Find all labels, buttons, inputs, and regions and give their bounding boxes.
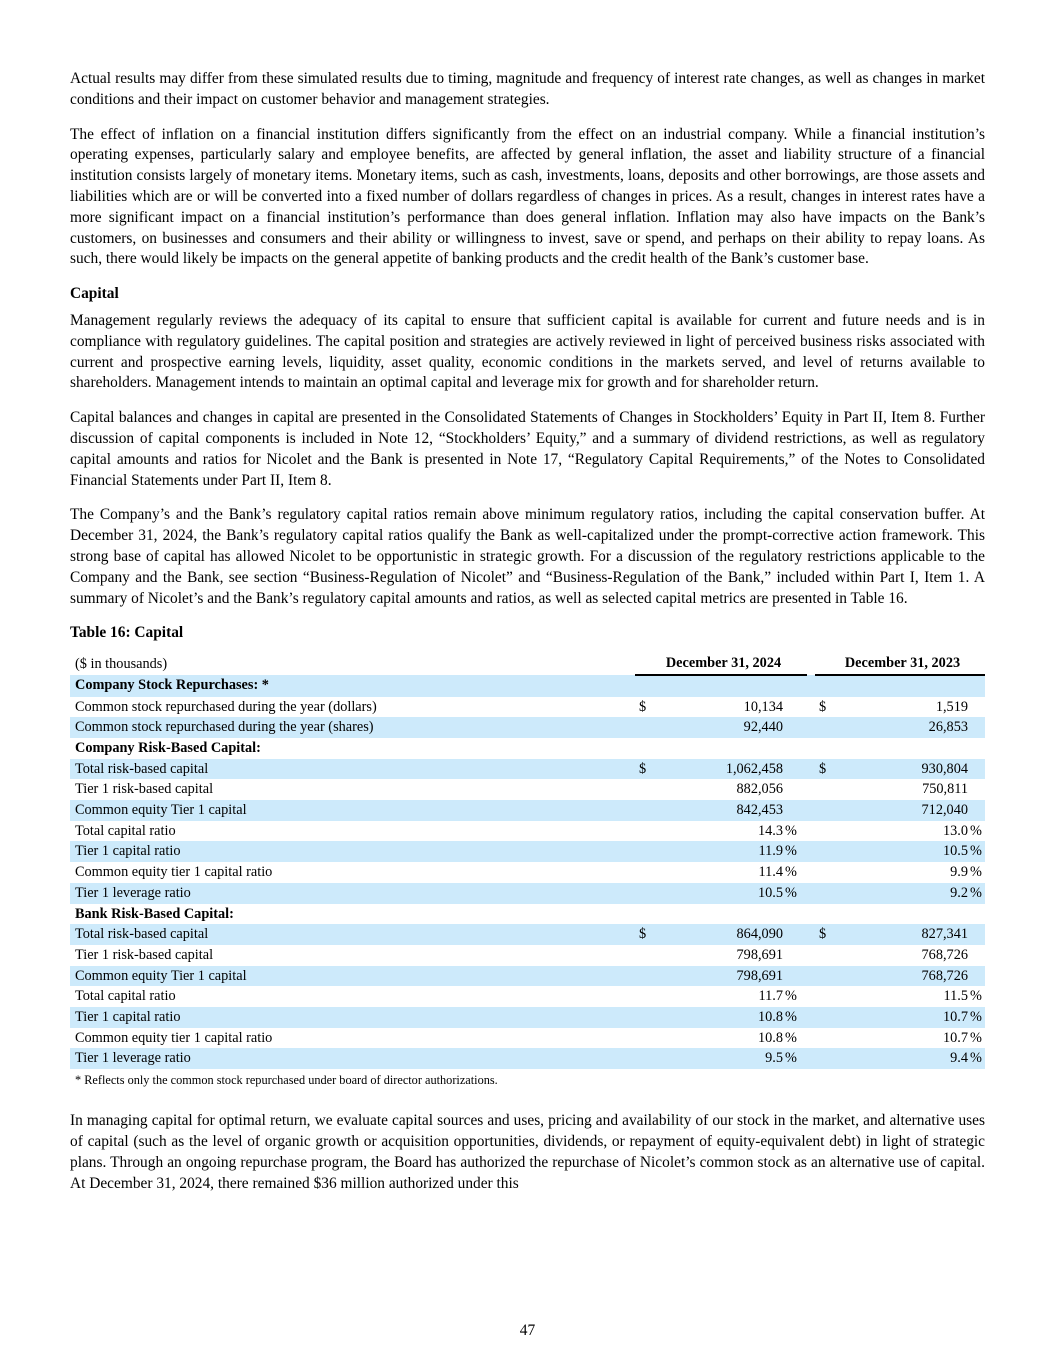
currency-2023 bbox=[815, 800, 839, 821]
row-label: Common equity tier 1 capital ratio bbox=[75, 1029, 273, 1046]
value-2024: 1,062,458 bbox=[659, 759, 783, 780]
currency-2023 bbox=[815, 821, 839, 842]
value-2023: 11.5 bbox=[943, 988, 968, 1005]
percent-2024: % bbox=[783, 1048, 807, 1069]
value-2024: 798,691 bbox=[659, 966, 783, 987]
currency-2024: $ bbox=[635, 924, 659, 945]
percent-2024 bbox=[783, 924, 807, 945]
currency-2024 bbox=[635, 862, 659, 883]
paragraph-regulatory-ratios: The Company’s and the Bank’s regulatory capital ratios remain above minimum regulatory ratios, including the capital conservation buffer. At December 31, 2024, the Bank’s regulatory capital ratios qualify the Bank as well-capitalized under the prompt-corrective action framework. This strong base of capital has allowed Nicolet to be opportunistic in strategic growth. For a discussion of the regulatory restrictions applicable to the Company and the Bank, see section “Business-Regulation of Nicolet” and “Business-Regulation of the Bank,” included within Part I, Item 1. A summary of Nicolet’s and the Bank’s regulatory capital amounts and ratios, as well as selected capital metrics are presented in Table 16. bbox=[70, 506, 985, 607]
table-section-row bbox=[70, 675, 985, 697]
currency-2024: $ bbox=[639, 698, 647, 715]
value-2023: 13.0 bbox=[942, 822, 968, 839]
row-label: Common equity Tier 1 capital bbox=[70, 800, 635, 821]
percent-2024: % bbox=[785, 822, 797, 839]
table-row bbox=[70, 759, 985, 780]
unit-label: ($ in thousands) bbox=[75, 655, 168, 672]
percent-2024 bbox=[783, 945, 807, 966]
currency-2024 bbox=[635, 945, 659, 966]
paragraph-inflation: The effect of inflation on a financial institution differs significantly from the effect on an industrial company. While a financial institution’s operating expenses, particularly salary and employee benefits, are affected by general inflation, the asset and liability structure of a financial institution consists largely of monetary items. Monetary items, such as cash, investments, loans, deposits and other borrowings, are those assets and liabilities which are or will be converted into a fixed number of dollars regardless of changes in prices. As a result, changes in interest rates have a more significant impact on a financial institution’s performance than does general inflation. Inflation may also have impacts on the Bank’s customers, on businesses and consumers and their ability or willingness to invest, save or spend, and perhaps on their ability to repay loans. As such, there would likely be impacts on the general appetite of banking products and the credit health of the Bank’s customer base. bbox=[70, 125, 985, 268]
table-row bbox=[70, 862, 985, 883]
value-2023: 10.7 bbox=[839, 1007, 968, 1028]
percent-2024 bbox=[783, 759, 807, 780]
value-2024: 11.9 bbox=[659, 841, 783, 862]
currency-2023 bbox=[815, 966, 839, 987]
currency-2024 bbox=[635, 966, 659, 987]
row-label: Common stock repurchased during the year (shares) bbox=[70, 717, 635, 738]
table-title: Table 16: Capital bbox=[70, 624, 184, 642]
currency-2023 bbox=[815, 1048, 839, 1069]
table-row bbox=[70, 945, 985, 966]
currency-2024 bbox=[635, 1007, 659, 1028]
table-row bbox=[70, 841, 985, 862]
paragraph-simulated-results: Actual results may differ from these simulated results due to timing, magnitude and frequency of interest rate changes, as well as changes in market conditions and their impact on customer behavior and management strategies. bbox=[70, 70, 985, 108]
table-row bbox=[70, 779, 985, 800]
value-2023: 930,804 bbox=[839, 759, 968, 780]
percent-2023: % bbox=[970, 822, 982, 839]
currency-2024 bbox=[635, 821, 659, 842]
row-label: Total risk-based capital bbox=[70, 924, 635, 945]
percent-2023: % bbox=[968, 1007, 985, 1028]
table-row bbox=[70, 1048, 985, 1069]
percent-2023: % bbox=[968, 1048, 985, 1069]
percent-2023 bbox=[968, 800, 985, 821]
value-2023: 768,726 bbox=[921, 946, 968, 963]
table-section-row bbox=[70, 904, 985, 925]
table-header-row bbox=[70, 653, 985, 675]
value-2024: 10,134 bbox=[743, 698, 783, 715]
document-page bbox=[70, 69, 985, 1194]
percent-2024: % bbox=[783, 1007, 807, 1028]
row-label: Tier 1 risk-based capital bbox=[75, 946, 214, 963]
table-row bbox=[70, 924, 985, 945]
value-2024: 882,056 bbox=[736, 781, 783, 798]
table-row bbox=[70, 1007, 985, 1028]
currency-2024 bbox=[635, 779, 659, 800]
currency-2023 bbox=[815, 883, 839, 904]
row-label: Common equity Tier 1 capital bbox=[70, 966, 635, 987]
currency-2023 bbox=[815, 717, 839, 738]
section-label: Company Stock Repurchases: * bbox=[70, 675, 635, 697]
table-section-row bbox=[70, 738, 985, 759]
row-label: Common equity tier 1 capital ratio bbox=[75, 864, 273, 881]
value-2024: 864,090 bbox=[659, 924, 783, 945]
value-2024: 10.5 bbox=[659, 883, 783, 904]
currency-2024 bbox=[635, 1048, 659, 1069]
paragraph-managing-capital: In managing capital for optimal return, we evaluate capital sources and uses, pricing and availability of our stock in the market, and alternative uses of capital (such as the level of organic growth or acquisition opportunities, dividends, or repayment of equity-equivalent debt) in light of strategic plans. Through an ongoing repurchase program, the Board has authorized the repurchase of Nicolet’s common stock as an alternative use of capital. At December 31, 2024, there remained $36 million authorized under this bbox=[70, 1112, 985, 1192]
value-2024: 10.8 bbox=[757, 1029, 783, 1046]
value-2024: 14.3 bbox=[757, 822, 783, 839]
value-2023: 9.2 bbox=[839, 883, 968, 904]
percent-2024 bbox=[783, 800, 807, 821]
paragraph-capital-balances: Capital balances and changes in capital are presented in the Consolidated Statements of Changes in Stockholders’ Equity in Part II, Item 8. Further discussion of capital components is included in Note 12, “Stockholders’ Equity,” and a summary of dividend restrictions, as well as regulatory capital amounts and ratios for Nicolet and the Bank is presented in Note 17, “Regulatory Capital Requirements,” of the Notes to Consolidated Financial Statements under Part II, Item 8. bbox=[70, 409, 985, 489]
currency-2023 bbox=[815, 779, 839, 800]
percent-2023: % bbox=[968, 841, 985, 862]
capital-table bbox=[70, 653, 985, 1069]
currency-2023 bbox=[815, 1007, 839, 1028]
currency-2023 bbox=[815, 862, 839, 883]
percent-2023: % bbox=[970, 988, 982, 1005]
table-row bbox=[70, 697, 985, 718]
table-row bbox=[70, 1028, 985, 1049]
row-label: Total capital ratio bbox=[75, 988, 176, 1005]
table-row bbox=[70, 883, 985, 904]
row-label: Tier 1 risk-based capital bbox=[75, 781, 214, 798]
percent-2023 bbox=[968, 697, 985, 718]
value-2023: 26,853 bbox=[839, 717, 968, 738]
currency-2023: $ bbox=[815, 924, 839, 945]
currency-2023 bbox=[815, 1028, 839, 1049]
table-row bbox=[70, 821, 985, 842]
value-2024: 9.5 bbox=[659, 1048, 783, 1069]
table-row bbox=[70, 966, 985, 987]
percent-2024: % bbox=[783, 841, 807, 862]
row-label: Tier 1 leverage ratio bbox=[70, 1048, 635, 1069]
currency-2024 bbox=[635, 883, 659, 904]
percent-2023 bbox=[968, 779, 985, 800]
percent-2023: % bbox=[968, 883, 985, 904]
value-2023: 768,726 bbox=[839, 966, 968, 987]
percent-2023 bbox=[968, 924, 985, 945]
currency-2023: $ bbox=[815, 759, 839, 780]
paragraph-capital-adequacy: Management regularly reviews the adequacy of its capital to ensure that sufficient capital is available for current and future needs and is in compliance with regulatory guidelines. The capital position and strategies are actively reviewed in light of perceived business risks associated with current and prospective earning levels, liquidity, asset quality, economic conditions in the markets served, and level of returns available to shareholders. Management intends to maintain an optimal capital and leverage mix for growth and for shareholder return. bbox=[70, 311, 985, 392]
section-label: Company Risk-Based Capital: bbox=[75, 739, 261, 756]
currency-2024 bbox=[635, 841, 659, 862]
value-2023: 10.5 bbox=[839, 841, 968, 862]
percent-2023: % bbox=[970, 1029, 982, 1046]
row-label: Total risk-based capital bbox=[70, 759, 635, 780]
value-2024: 10.8 bbox=[659, 1007, 783, 1028]
currency-2023 bbox=[815, 986, 839, 1007]
table-row bbox=[70, 986, 985, 1007]
value-2024: 798,691 bbox=[736, 946, 783, 963]
value-2023: 750,811 bbox=[922, 781, 968, 798]
percent-2023 bbox=[968, 759, 985, 780]
value-2023: 10.7 bbox=[942, 1029, 968, 1046]
percent-2023 bbox=[968, 966, 985, 987]
percent-2024: % bbox=[785, 1029, 797, 1046]
value-2024: 842,453 bbox=[659, 800, 783, 821]
currency-2023 bbox=[815, 945, 839, 966]
row-label: Tier 1 capital ratio bbox=[70, 841, 635, 862]
row-label: Total capital ratio bbox=[75, 822, 176, 839]
row-label: Tier 1 capital ratio bbox=[70, 1007, 635, 1028]
row-label: Common stock repurchased during the year (dollars) bbox=[75, 698, 377, 715]
percent-2024 bbox=[783, 779, 807, 800]
column-header-2024: December 31, 2024 bbox=[635, 653, 807, 675]
section-heading-capital: Capital bbox=[70, 285, 119, 303]
percent-2024 bbox=[783, 697, 807, 718]
section-label: Bank Risk-Based Capital: bbox=[75, 905, 234, 922]
table-footnote: * Reflects only the common stock repurchased under board of director authorizations. bbox=[75, 1073, 498, 1088]
value-2023: 712,040 bbox=[839, 800, 968, 821]
row-label: Tier 1 leverage ratio bbox=[70, 883, 635, 904]
currency-2023 bbox=[815, 841, 839, 862]
percent-2023 bbox=[968, 717, 985, 738]
value-2023: 827,341 bbox=[839, 924, 968, 945]
currency-2024 bbox=[635, 717, 659, 738]
currency-2024: $ bbox=[635, 759, 659, 780]
value-2023: 1,519 bbox=[935, 698, 968, 715]
value-2023: 9.4 bbox=[839, 1048, 968, 1069]
page-number: 47 bbox=[519, 1322, 536, 1339]
percent-2023 bbox=[968, 945, 985, 966]
percent-2024: % bbox=[783, 883, 807, 904]
value-2023: 9.9 bbox=[950, 864, 968, 881]
value-2024: 11.4 bbox=[758, 864, 783, 881]
percent-2023: % bbox=[970, 864, 982, 881]
value-2024: 92,440 bbox=[659, 717, 783, 738]
percent-2024 bbox=[783, 717, 807, 738]
percent-2024: % bbox=[785, 988, 797, 1005]
table-row bbox=[70, 800, 985, 821]
currency-2023: $ bbox=[819, 698, 827, 715]
percent-2024 bbox=[783, 966, 807, 987]
currency-2024 bbox=[635, 1028, 659, 1049]
percent-2024: % bbox=[785, 864, 797, 881]
table-row bbox=[70, 717, 985, 738]
column-header-2023: December 31, 2023 bbox=[815, 653, 985, 675]
currency-2024 bbox=[635, 800, 659, 821]
currency-2024 bbox=[635, 986, 659, 1007]
value-2024: 11.7 bbox=[758, 988, 783, 1005]
